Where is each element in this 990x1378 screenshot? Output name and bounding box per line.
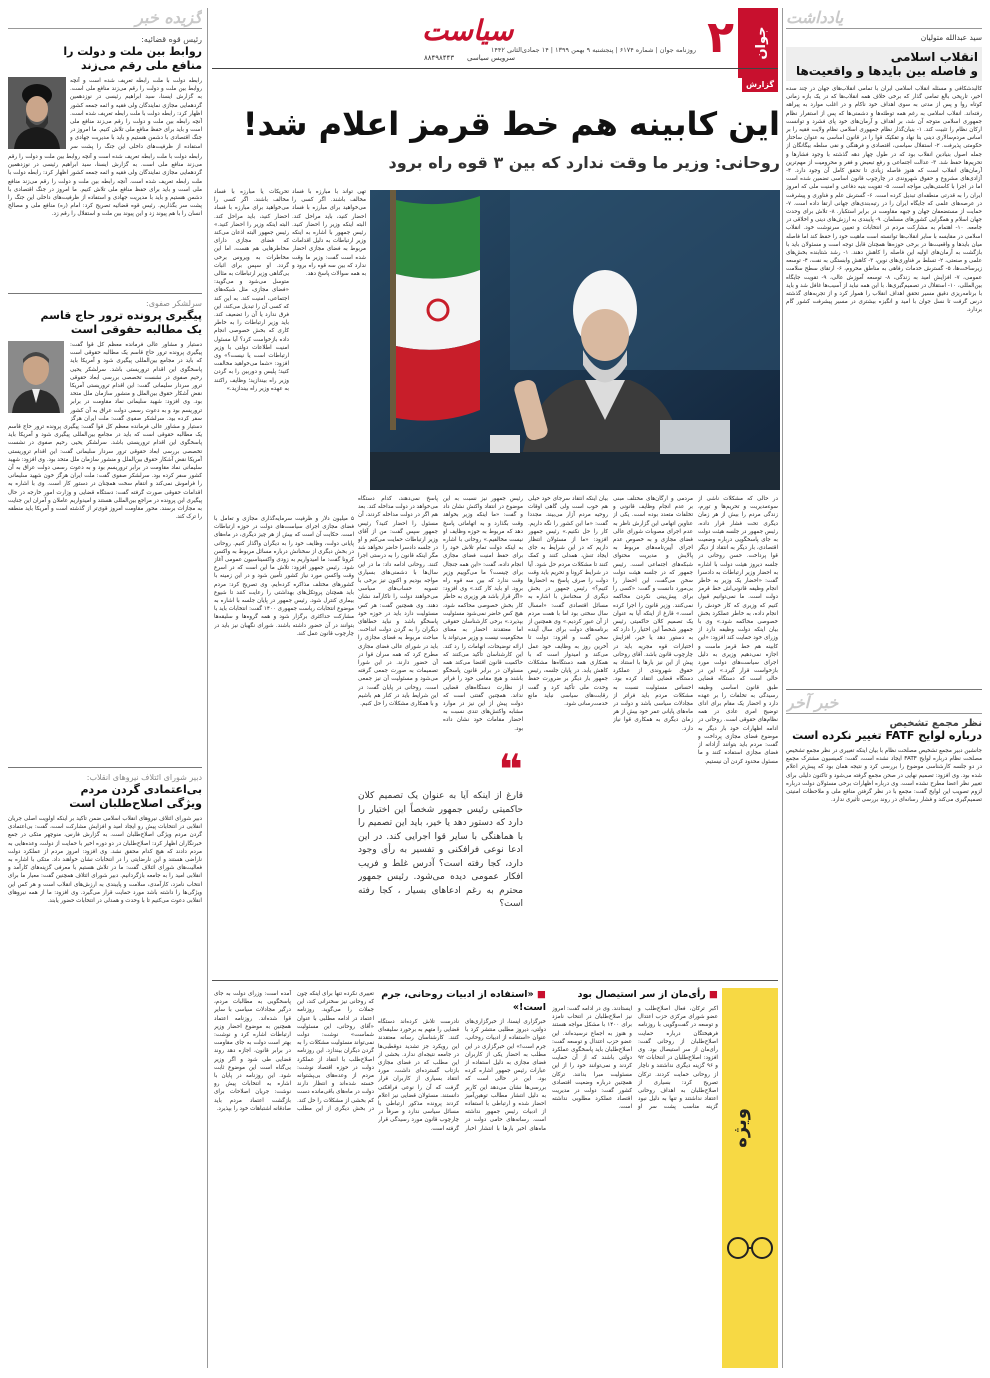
main-story-top-left-col: تحریکات یا مبارزه با فساد مخالف باشند. اگر کسی را می‌خواهید برای مبارزه با فساد احضار کنید، باید مراحل کند. البته اینکه وزیر را احضار کنید.» رئیس جمهور البته اذعان می‌کند که فضای مجازی دارای مخاطرهایی هم هست، اما این مخاطرات به ویروس برخی گردد. او سپس برای اثبات بی‌گناهی وزیر ارتباطات به مثالی متوسل می‌شود و می‌گوید: «فضای مجازی، مثل شبکه‌های اجتماعی، امنیت کند. به این کند که کسی آن را تبدیل می‌کند، این فرق ندارد یا آن را تضعیف کند. باید وزیر ارتباطات را به خاطر کاری که بخش خصوصی انجام داده بازخواست کرد؟ آیا مسئول امنیت اطلاعات دولتی با وزیر ارتباطات است یا نیست؟» وی افزود: «شما می‌خواهید مخالفت کنید؛ پلیس و دوربین را به گردن وزیر راه بیندازید؛ وظایف راکنند به عهده وزیر راه بیندازید.»: [214, 189, 289, 392]
nameplate-shape: [490, 435, 520, 453]
editorial-section-tag: یادداشت: [786, 8, 982, 29]
main-story-top-right-col: تهی تواند با مبارزه با فساد مخالف باشند. اگر کسی را می‌خواهید برای مبارزه با فساد احضار کنید، باید مراحل کند. البته اینکه وزیر را احضار کنید. رئیس جمهور با اشاره به اینکه وزیر ارتباطات به دلیل اقدامات مربوط به فضای مجازی احضار شده است گفت: وزیر ما وقت ندارد که بین سه قوه راه برود و به همه سوالات پاسخ دهد.: [292, 189, 366, 278]
safavi-portrait-illustration: [8, 341, 64, 413]
item3-body: دبیر شورای ائتلاف نیروهای انقلاب اسلامی ضمن تأکید بر اینکه اولویت اصلی جریان انقلابی در انتخابات پیش رو ایجاد امید و افزایش مشارکت است، گفت: بی‌اعتمادی گردن مردم ویژگی اصلاح‌طلبان است. به گزارش فارس، منوچهر متکی در جمع خبرنگاران اظهار کرد: اصلاح‌طلبان در دو دوره اخیر با حمایت از دولت، وعده‌هایی به مردم دادند که هیچ کدام محقق نشد. وی افزود: امروز مردم از عملکرد دولت ناراضی هستند و این نارضایتی را در انتخابات نشان خواهند داد. متکی با اشاره به فعالیت‌های شورای ائتلاف گفت: ما در تلاش هستیم با معرفی گزینه‌های کارآمد و انقلابی امید را به جامعه بازگردانیم. دبیر شورای ائتلاف همچنین گفت: معیار ما برای انتخاب نامزد، کارآمدی، سلامت و پایبندی به ارزش‌های انقلاب است و هر کس این ویژگی‌ها را داشته باشد مورد حمایت قرار می‌گیرد. وی افزود: ما از همه نیروهای انقلابی دعوت می‌کنیم تا با وحدت و همدلی در انتخابات حضور یابند.: [8, 816, 202, 905]
latest-news-title: درباره لوایح FATF تغییر نکرده است: [792, 729, 982, 742]
main-story-col-e: پاسخ نمی‌دهند، کدام دستگاه می‌خواهد در دولت مداخله کند. بعد هم اگر در دولت مداخله کردند، آن مسئول را احضار کنید؟ رئیس جمهور سپس گفت: من از آقای وزیر ارتباطات حمایت می‌کنم و او در جلسه دادسرا حاضر نخواهد شد مگر اینکه قانون را به درستی اجرا کنند. روحانی ادامه داد: ما در این سال‌ها با دشمنی‌های بسیاری مواجه بودیم و اکنون نیز برخی با تسویه حساب‌های سیاسی می‌خواهند دولت را ناکارآمد نشان دهند. وی همچنین گفت: هر کس مسئولیت دارد باید در حوزه خود پاسخگو باشد و نباید خطاهای دیگران را به گردن دولت انداخت. مباحث مربوط به فضای مجازی را باید در شورای عالی فضای مجازی مطرح کرد که همه سران قوا در آن حضور دارند. در این شورا تصمیمات به صورت جمعی گرفته می‌شود و مسئولیت آن نیز جمعی است. روحانی در پایان گفت: در این شرایط باید در کنار هم باشیم و با همکاری مشکلات را حل کنیم.: [358, 496, 438, 708]
editorial-title-line2: و فاصله بین بایدها و واقعیت‌ها: [795, 64, 978, 78]
item1-title-line1: روابط بین ملت و دولت را: [63, 45, 202, 58]
story1-body: اکبر ترکان، فعال اصلاح‌طلب و عضو شورای مرکزی حزب اعتدال و توسعه در گفت‌وگویی با روزنامه فرهیختگان درباره حمایت اصلاح‌طلبان از روحانی گفت: رأی‌مان از سر استیصال بود. وی افزود: اصلاح‌طلبان در انتخابات ۹۲ و ۹۶ گزینه دیگری نداشتند و ناچار از روحانی حمایت کردند. ترکان تصریح کرد: بسیاری از اصلاح‌طلبان به اهداف روحانی اعتقاد نداشتند و تنها به دلیل نبود گزینه مناسب پشت سر او ایستادند. وی در ادامه گفت: امروز نیز اصلاح‌طلبان در انتخاب نامزد برای ۱۴۰۰ با مشکل مواجه هستند و هنوز به اجماع نرسیده‌اند. این عضو حزب اعتدال و توسعه گفت: اصلاح‌طلبان باید پاسخگوی عملکرد دولتی باشند که از آن حمایت کردند و نمی‌توانند خود را از این مسئولیت مبرا بدانند. ترکان همچنین درباره وضعیت اقتصادی کشور گفت: دولت در مدیریت اقتصاد عملکرد مطلوبی نداشته است.: [552, 1006, 718, 1111]
story2-body: خبرگزاری ایسنا، از خبرگزاری‌های دولتی، دیروز مطلبی منتشر کرد با عنوان «استفاده از ادبیات روحانی، جرم است!» این خبرگزاری در این مطلب به احضار یکی از کاربران فضای مجازی به دلیل استفاده از عبارات رئیس جمهور اشاره کرده بود. این در حالی است که بررسی‌ها نشان می‌دهد این کاربر به دلیل انتشار مطالب توهین‌آمیز احضار شده و ارتباطی با استفاده از ادبیات رئیس جمهور نداشته است. رسانه‌های حامی دولت در ماه‌های اخیر بارها با انتشار اخبار نادرست تلاش کرده‌اند دستگاه قضایی را متهم به برخورد سلیقه‌ای کنند. کارشناسان رسانه معتقدند این رویکرد جز تشدید دوقطبی‌ها در جامعه نتیجه‌ای ندارد. بخشی از این مطلب که در فضای مجازی بازتاب گسترده‌ای داشت، مورد انتقاد بسیاری از کاربران قرار گرفت که آن را نوعی فرافکنی دانستند. مسئولان قضایی نیز اعلام کردند پرونده مذکور ارتباطی با مسائل سیاسی ندارد و صرفاً در چارچوب قانون مورد رسیدگی قرار گرفته است.: [378, 1019, 546, 1132]
report-label: [742, 78, 778, 92]
story2-bullet-icon: ■: [537, 989, 546, 1000]
item3-title-line2: ویژگی اصلاح‌طلبان است: [69, 797, 202, 810]
special-label: ویژه: [730, 1108, 751, 1148]
item1-title-line2: منافع ملی رقم می‌زند: [81, 59, 202, 72]
item3-kicker: دبیر شورای ائتلاف نیروهای انقلاب:: [86, 773, 202, 782]
pull-quote-text: قارغ از اینکه آیا به عنوان یک تصمیم کلان حاکمیتی رئیس جمهور شخصاً این اختیار را دارد که دستور دهد یا خیر، باید این تصمیم را با هماهنگی با سایر قوا اجرایی کند. در این ادعا نوعی فرافکنی و تفسیر به رأی وجود دارد، کجا رفته است؟ آدرس غلط و فریب افکار عمومی دیده می‌شود. رئیس جمهور محترم به رغم ادعاهای بسیار ، کجا رفته است؟: [358, 791, 523, 909]
latest-news-section-tag: خبر آخر: [786, 693, 982, 714]
glasses-icon: [722, 1228, 778, 1268]
story2-title-text: «استفاده از ادبیات روحانی، جرم است!»: [381, 989, 546, 1013]
bottom-story-3: تغییری نکرده تنها برای اینکه چون که روحانی نیز سخنرانی کند، این جملات را می‌گوید. روزنامه اعتماد در ادامه مطلبی با عنوان «آقای روحانی، این مسئولیت شماست» نوشت: دولت نمی‌تواند مسئولیت مشکلات را به گردن دیگران بیندازد. این روزنامه اصلاح‌طلب با انتقاد از عملکرد دولت در حوزه اقتصاد نوشت: مردم از وعده‌های بی‌پشتوانه خسته شده‌اند و انتظار دارند دولت در ماه‌های باقی‌مانده دست کم بخشی از مشکلات را حل کند. در بخش دیگری از این مطلب آمده است: وزرای دولت به جای پاسخگویی به مطالبات مردم، درگیر مجادلات سیاسی با سایر قوا شده‌اند. روزنامه اعتماد همچنین به موضوع احضار وزیر ارتباطات اشاره کرد و نوشت: بهتر است دولت به جای مقاومت در برابر قانون، اجازه دهد روند قضایی طی شود و اگر وزیر بی‌گناه است این موضوع ثابت شود. این روزنامه در پایان با اشاره به انتخابات پیش رو نوشت: جریان اصلاحات برای بازگشت اعتماد مردم باید صادقانه اشتباهات خود را بپذیرد.: [214, 991, 374, 1112]
story2-title: [378, 988, 546, 1014]
photo-illustration: [370, 190, 780, 490]
item1-body: رابطه دولت با ملت رابطه تعریف شده است و آنچه روابط بین ملت و دولت را رقم می‌زند منافع ملی است. به گزارش ایسنا، سید ابراهیم رئیسی در نوزدهمین گردهمایی مجازی نمایندگان ولی فقیه و ائمه جمعه کشور اظهار کرد: رابطه دولت با ملت رابطه تعریف شده است. آنچه رابطه بین ملت و دولت را رقم می‌زند منافع ملی است و باید برای حفظ منافع ملی تلاش کنیم. ما امروز در جنگ اقتصادی با دشمن هستیم و باید با مدیریت جهادی و استفاده از ظرفیت‌های داخلی این جنگ را پشت سر: [70, 78, 202, 150]
item2-title-line1: پیگیری پرونده ترور حاج قاسم: [40, 309, 202, 322]
item1-kicker: رئیس قوه قضائیه:: [141, 35, 202, 44]
story1-title-text: رأی‌مان از سر استیصال بود: [577, 989, 706, 1000]
special-box: [722, 988, 778, 1368]
main-story-col-b: مردمی و ارگان‌های مختلف مبنی بر عدم انجام وظایف قانونی و تخلفات متعدد بوده است. یکی از عناوین اتهامی این گزارش ناظر به عدم اجرای مصوبات شورای عالی فضای مجازی و به خصوص عدم اجرای آیین‌نامه‌های مربوط به پالایش و مدیریت محتوای شبکه‌های اجتماعی است. رئیس جمهور که در جلسه هیئت دولت سخن می‌گفت، این احضار را بی‌مورد دانست و گفت: «کسی را برای پیش‌بینی نکردن محاکمه نمی‌کنند. وزیر قانون را اجرا کرده است.» قارغ از اینکه آیا به عنوان یک تصمیم کلان حاکمیتی رئیس جمهور شخصاً این اختیار را دارد که به دستور دهد یا خیر، افزایش اختیارات قوه مجریه باید در چارچوب قانون باشد. آقای روحانی پیش از این نیز بارها با استناد به حقوق شهروندی از عملکرد دستگاه قضایی انتقاد کرده بود. احساس مسئولیت نسبت به مشکلات مردم باید فراتر از مجادلات سیاسی باشد و دولت در ماه‌های پایانی عمر خود بیش از هر زمان دیگری به همکاری قوا نیاز دارد.: [613, 496, 693, 732]
main-story-col-d: رئیس جمهور نیز نسبت به این موضوع در انتقاد واکنش نشان داد و گفت: «ما اینکه وزیر بخواهد وقت بگذارد و به اتهاماتی پاسخ دهد که مربوط به حوزه وظایف او نیست مخالفیم.» روحانی با اشاره به اینکه دولت تمام تلاش خود را برای حفظ امنیت فضای مجازی انجام داده، گفت: «این همه جنجال برای چیست؟ ما می‌گوییم وزیر وقت ندارد که بین سه قوه راه برود. او باید کار کند.» وی افزود: «اگر قرار باشد هر وزیری به خاطر کار بخش خصوصی محاکمه شود، هیچ کس حاضر نمی‌شود مسئولیت بپذیرد.» برخی کارشناسان حقوقی اما معتقدند احضار به معنای محکومیت نیست و وزیر می‌تواند با ارائه توضیحات، اتهامات را رد کند. این کارشناسان تأکید می‌کنند که حاکمیت قانون اقتضا می‌کند همه مسئولان در برابر قانون پاسخگو باشند و هیچ مقامی خود را فراتر از نظارت دستگاه‌های قضایی نداند. همچنین گفتنی است که دولت پیش از این نیز در موارد مشابه واکنش‌های تندی نسبت به احضار مقامات خود نشان داده بود.: [443, 496, 523, 732]
section-phone: ۸۸۴۹۸۴۴۳: [424, 54, 455, 62]
main-subtitle: روحانی: وزیر ما وقت ندارد که بین ۳ قوه راه برود: [388, 153, 780, 172]
item2-kicker: سرلشکر صفوی:: [146, 299, 202, 308]
page-number: ۲: [707, 12, 734, 63]
quote-mark-icon: ❝: [498, 745, 523, 794]
rouhani-cabinet-photo: [370, 190, 780, 490]
news-digest-section-tag: گزیده خبر: [8, 8, 202, 29]
latest-news-body: جانشین دبیر مجمع تشخیص مصلحت نظام با بیان اینکه تغییری در نظر مجمع تشخیص مصلحت نظام درباره لوایح FATF ایجاد نشده است، گفت: کمیسیون مشترک مجمع در دو جلسه کارشناسی موضوع را بررسی کرد و نتیجه همان بود که پیش‌تر اعلام شده بود. وی افزود: تصمیم نهایی در صحن مجمع گرفته می‌شود و تاکنون دلیلی برای تغییر نظر اعضا مطرح نشده است. وی درباره اظهارات برخی مسئولان دولت درباره لزوم تصویب این لوایح گفت: مجمع با در نظر گرفتن منافع ملی و ملاحظات امنیتی تصمیم‌گیری می‌کند و فشار رسانه‌ای در روند بررسی تأثیری ندارد.: [786, 748, 982, 804]
story1-title: [552, 988, 718, 1001]
item2-body-cont: دستیار و مشاور عالی فرمانده معظم کل قوا گفت: پیگیری پرونده ترور حاج قاسم یک مطالبه حقوقی است که باید در مجامع بین‌المللی پیگیری شود و آمریکا باید پاسخگوی این اقدام تروریستی باشد. سرلشکر یحیی رحیم صفوی در نشست تخصصی بررسی ابعاد حقوقی ترور سردار سلیمانی گفت: این اقدام تروریستی آمریکا نقض آشکار حقوق بین‌الملل و منشور سازمان ملل متحد بود. وی افزود: شهید سلیمانی نماد مقاومت در برابر تروریسم بود و به دعوت رسمی دولت عراق به آن کشور سفر کرده بود. سرلشکر صفوی گفت: ملت ایران هرگز خون شهید سلیمانی را فراموش نمی‌کند و انتقام سخت همچنان در دستور کار است. وی با اشاره به اقدامات حقوقی صورت گرفته گفت: دستگاه قضایی و وزارت امور خارجه در حال پیگیری این پرونده در مراجع بین‌المللی هستند و امیدواریم عاملان و آمران این جنایت به مجازات برسند. محور مقاومت امروز قوی‌تر از گذشته است و آمریکا باید منطقه را ترک کند.: [8, 424, 202, 521]
safavi-photo: [8, 341, 64, 413]
left-column: [8, 8, 202, 1368]
editorial-author: سید عبدالله متولیان: [920, 33, 982, 42]
newspaper-logo-text: جوان: [754, 26, 769, 60]
main-story-col-c: بیان اینکه انتقاد سرجای خود خیلی هم خوب است ولی گاهی اوقات روحیه مردم آزار می‌بیند. مجددا گفت: «ما این کشور را نگه داریم. کار را حل نکنیم.» رئیس جمهور افزود: «ما از مسئولان انتظار داریم که در این شرایط به جای ایجاد تنش، همدلی کنند و کمک کنند تا مشکلات مردم حل شود. آیا در شرایط کرونا و تحریم باید وقت دولت را صرف پاسخ به احضارها کنیم؟» رئیس جمهور در بخش دیگری از سخنانش با اشاره به مسائل اقتصادی گفت: «امسال سال سختی بود اما با همت مردم از آن عبور کردیم.» وی همچنین از برنامه‌های دولت برای سال آینده سخن گفت و افزود: دولت تا آخرین روز به وظایف خود عمل می‌کند و امیدوار است که با همکاری همه دستگاه‌ها مشکلات کاهش یابد. در پایان جلسه، رئیس جمهور بار دیگر بر ضرورت حفظ وحدت ملی تأکید کرد و گفت رقابت‌های سیاسی نباید مانع خدمت‌رسانی شود.: [528, 496, 608, 708]
item2-body: دستیار و مشاور عالی فرمانده معظم کل قوا گفت: پیگیری پرونده ترور حاج قاسم یک مطالبه حقوقی است که باید در مجامع بین‌المللی پیگیری شود و آمریکا باید پاسخگوی این اقدام تروریستی باشد. سرلشکر یحیی رحیم صفوی در نشست تخصصی بررسی ابعاد حقوقی ترور سردار سلیمانی گفت: این اقدام تروریستی آمریکا نقض آشکار حقوق بین‌الملل و منشور سازمان ملل متحد بود. وی افزود: شهید سلیمانی نماد مقاومت در برابر تروریسم بود و به دعوت رسمی دولت عراق به آن کشور سفر کرده بود. سرلشکر صفوی گفت: ملت ایران هرگز: [70, 342, 202, 421]
raisi-portrait-illustration: [8, 77, 66, 149]
pull-quote-box: [358, 745, 523, 975]
raisi-photo: [8, 77, 66, 149]
report-label-text: گزارش: [745, 80, 774, 89]
item3-title-line1: بی‌اعتمادی گردن مردم: [80, 783, 202, 796]
section-service: سرویس سیاسی: [467, 54, 516, 62]
section-logo: سیاست: [422, 14, 514, 47]
editorial-title-line1: انقلاب اسلامی: [890, 50, 978, 64]
story1-bullet-icon: ■: [709, 989, 718, 1000]
latest-news-kicker: نظر مجمع تشخیص: [889, 718, 982, 729]
issue-info: روزنامه جوان | شماره ۶۱۷۴ | پنجشنبه ۹ بهمن ۱۳۹۹ | ۱۴ جمادی‌الثانی ۱۴۴۲: [490, 46, 696, 54]
bottom-story-2: [378, 988, 546, 1378]
right-column: [786, 8, 982, 1368]
main-story-col-a: در حالی که مشکلات ناشی از سوءمدیریت و تحریم‌ها و تورم، زندگی مردم را بیش از هر زمان دیگری تحت فشار قرار داده، رئیس جمهور در جلسه هیئت دولت به جای پاسخگویی درباره وضعیت اقتصادی، بار دیگر به انتقاد از دیگر قوا پرداخت. حسن روحانی در جلسه دیروز هیئت دولت با اشاره به احضار وزیر ارتباطات به دادسرا گفت: «احضار یک وزیر به خاطر انجام وظیفه قانونی‌اش خط قرمز دولت است. ما نمی‌توانیم قبول کنیم که وزیری که کار خودش را انجام داده، به خاطر عملکرد بخش خصوصی محاکمه شود.» وی با بیان اینکه دولت وظیفه دارد از وزرای خود حمایت کند افزود: «این کابینه هم خط قرمز ماست و اجازه نمی‌دهیم وزیری به دلیل اجرای سیاست‌های دولت مورد بازخواست قرار گیرد.» این در حالی است که دستگاه قضایی طبق قانون اساسی وظیفه رسیدگی به تخلفات را بر عهده دارد و احضار یک مقام برای ادای توضیح امری عادی در همه نظام‌های حقوقی است. روحانی در ادامه اظهارات خود بار دیگر به موضوع فضای مجازی پرداخت و گفت: مردم باید بتوانند آزادانه از فضای مجازی استفاده کنند و ما مسئول محدود کردن آن نیستیم.: [698, 496, 778, 765]
iran-flag: [390, 190, 480, 430]
laptop-shape: [660, 420, 730, 454]
item1-body-cont: رابطه دولت با ملت رابطه تعریف شده است و آنچه روابط بین ملت و دولت را رقم می‌زند منافع ملی است. به گزارش ایسنا، سید ابراهیم رئیسی در نوزدهمین گردهمایی مجازی نمایندگان ولی فقیه و ائمه جمعه کشور اظهار کرد: رابطه دولت با ملت رابطه تعریف شده است. آنچه رابطه بین ملت و دولت را رقم می‌زند منافع ملی است و باید برای حفظ منافع ملی تلاش کنیم. ما امروز در جنگ اقتصادی با دشمن هستیم و باید با مدیریت جهادی و استفاده از ظرفیت‌های داخلی این جنگ را پشت سر بگذاریم. رئیس قوه قضائیه تصریح کرد: امام (ره) منافع ملی و مصالح انسان را با هم پیوند زد و این پیوند بین ملت و استقلال را رقم زد.: [8, 154, 202, 218]
editorial-body: کالبدشکافی و مسئله انقلاب اسلامی ایران با تمامی انقلاب‌های جهان در چند سده اخیر، تاریخی بالغ تمامی گذار که برخی خلاف همه انقلاب‌ها که در یک بازه زمانی کوتاه روا و پس از مدتی به سوی اهداف خود ناکام و در اغلب موارد به پیراهه رفته‌اند. انقلاب اسلامی به رغم همه توطئه‌ها و دشمنی‌ها که پس از استقرار نظام جمهوری اسلامی متوجه آن شد، بر اهداف و آرمان‌های خود پای فشرد و توانست ارکان نظام را تثبیت کند. ۱- بنیان‌گذار نظام جمهوری اسلامی نظام ولایت فقیه را بر اساس مردم‌سالاری دینی بنا نهاد و تفکیک قوا را در قانون اساسی به عنوان ساختار حکومتی پذیرفت. ۲- استقلال سیاسی، اقتصادی و فرهنگی و نفی سلطه بیگانگان از جمله اصول بنیادین انقلاب بود که در طول چهار دهه گذشته با وجود فشارها و تحریم‌ها حفظ شد. ۳- عدالت اجتماعی و رفع تبعیض و فقر و محرومیت از مهم‌ترین آرمان‌های انقلاب است که هنوز فاصله زیادی تا تحقق کامل آن وجود دارد. ۴- آزادی‌های مشروع و حقوق شهروندی در چارچوب قانون اساسی تضمین شده است اما در اجرا با کاستی‌هایی مواجه است. ۵- تقویت بنیه دفاعی و امنیت ملی که امروز ایران را به قدرتی منطقه‌ای تبدیل کرده است. ۶- گسترش علم و فناوری و پیشرفت در عرصه‌های علمی که جایگاه ایران را در رتبه‌بندی‌های جهانی ارتقا داده است. ۷- حمایت از مستضعفان جهان و جبهه مقاومت در برابر استکبار. ۸- تلاش برای وحدت جهان اسلام و همگرایی کشورهای مسلمان. ۹- پایبندی به ارزش‌های دینی و اخلاقی در جامعه. ۱۰- اهتمام به مشارکت مردم در انتخابات و تعیین سرنوشت خود. انقلاب اسلامی در مقایسه با سایر انقلاب‌ها توانسته است ماهیت خود را حفظ کند اما فاصله میان بایدها و واقعیت‌ها در برخی حوزه‌ها همچنان قابل توجه است و مسئولان باید با بازگشت به آرمان‌های اولیه این فاصله را کاهش دهند. ۱- رشد شتابنده بخش‌های علمی و صنعتی، ۲- تسلط بر فناوری‌های نوین، ۳- کاهش وابستگی به نفت، ۴- توسعه زیرساخت‌ها، ۵- گسترش خدمات رفاهی به مناطق محروم، ۶- ارتقای سطح سلامت عمومی، ۷- افزایش امید به زندگی، ۸- توسعه آموزش عالی، ۹- تقویت جایگاه بین‌المللی، ۱۰- استقلال در تصمیم‌گیری‌ها. با این همه نباید از آسیب‌ها غافل شد و باید با برنامه‌ریزی دقیق مسیر تحقق اهداف انقلاب را هموار کرد و از تجربه‌های گذشته درس گرفت تا نسل جوان با امید و انگیزه بیشتری در مسیر پیشرفت کشور گام بردارد.: [786, 86, 982, 314]
main-story-col-f: ۵ میلیون دلار و ظرفیت سرمایه‌گذاری مجازی و تعامل با فضای مجازی اجرای سیاست‌های دولت در حوزه ارتباطات است. حکایت آن است که بیش از هر چیز دیگری، در ماه‌های پایانی دولت، وظایف خود را به دیگران واگذار کنیم. روحانی در بخش دیگری از سخنانش درباره مسائل مربوط به واکسن کرونا گفت: ما امیدواریم به زودی واکسیناسیون عمومی آغاز شود. رئیس جمهور افزود: تلاش ما این است که در اسرع وقت واکسن مورد نیاز کشور تأمین شود و در این زمینه با کشورهای مختلف مذاکره کرده‌ایم. وی تصریح کرد: مردم باید همچنان پروتکل‌های بهداشتی را رعایت کنند تا شیوع بیماری کنترل شود. رئیس جمهور در پایان جلسه با اشاره به موضوع انتخابات ریاست جمهوری ۱۴۰۰ گفت: انتخابات باید با مشارکت حداکثری برگزار شود و همه گروه‌ها و سلیقه‌ها بتوانند در آن حضور داشته باشند. شورای نگهبان نیز باید در چارچوب قانون عمل کند.: [214, 516, 354, 637]
masthead: [212, 8, 778, 100]
item2-title-line2: یک مطالبه حقوقی است: [70, 323, 202, 336]
bottom-story-1: [552, 988, 718, 1365]
main-headline: این کابینه هم خط قرمز اعلام شد!: [242, 105, 780, 143]
